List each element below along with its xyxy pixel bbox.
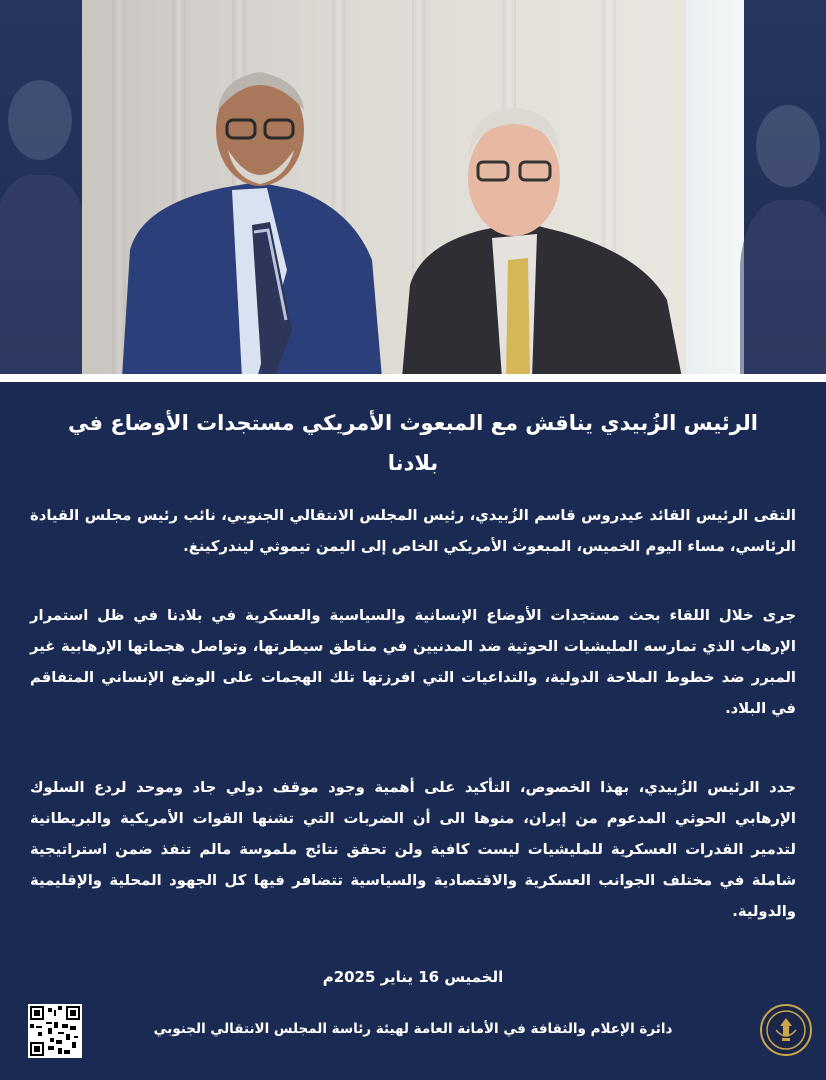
footer-department: دائرة الإعلام والثقافة في الأمانة العامة لهيئة رئاسة المجلس الانتقالي الجنوبي: [153, 1021, 673, 1037]
photo-divider: [0, 374, 826, 382]
photo-side-panel-right: [744, 0, 826, 378]
meeting-photo: [82, 0, 744, 378]
council-emblem-icon: [760, 1004, 812, 1056]
header-photo: [0, 0, 826, 378]
article-date: الخميس 16 يناير 2025م: [322, 968, 504, 986]
photo-side-panel-left: [0, 0, 82, 378]
article-title: الرئيس الزُبيدي يناقش مع المبعوث الأمريكي مستجدات الأوضاع في بلادنا: [68, 411, 758, 475]
article-paragraph-2: جرى خلال اللقاء بحث مستجدات الأوضاع الإنسانية والسياسية والعسكرية في بلادنا في ظل استمرار الإرهاب الذي تمارسه المليشيات الحوثية ضد المدنيين في مناطق سيطرتها، وتواصل هجماتها الإرهابية غير المبرر ضد خطوط الملاحة الدولية، والتداعيات التي افرزتها تلك الهجمات على الوضع الإنساني المتفاقم في البلاد.: [30, 607, 796, 717]
article-paragraph-3: جدد الرئيس الزُبيدي، بهذا الخصوص، التأكيد على أهمية وجود موقف دولي جاد وموحد لردع السلوك الإرهابي الحوثي المدعوم من إيران، منوها الى أن الضربات التي تشنها القوات الأمريكية والبريطانية لتدمير القدرات العسكرية للمليشيات ليست كافية ولن تحقق نتائج ملموسة مالم تنفذ ضمن استراتيجية شاملة في مختلف الجوانب العسكرية والاقتصادية والسياسية تتضافر فيها كل الجهود المحلية والإقليمية والدولية.: [30, 779, 796, 920]
qr-code-icon: [28, 1004, 82, 1058]
article-paragraph-1: التقى الرئيس القائد عيدروس قاسم الزُبيدي، رئيس المجلس الانتقالي الجنوبي، نائب رئيس مجلس القيادة الرئاسي، مساء اليوم الخميس، المبعوث الأمريكي الخاص إلى اليمن تيموثي ليندركينغ.: [30, 507, 796, 555]
two-men-illustration: [82, 0, 744, 378]
